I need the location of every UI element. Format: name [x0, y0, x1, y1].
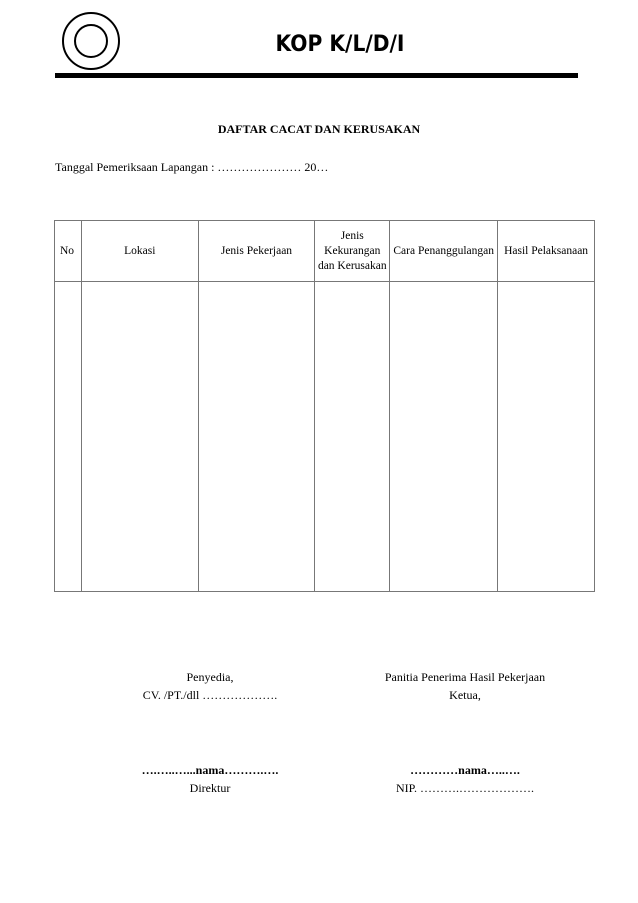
- signature-right-header: [335, 668, 595, 704]
- cell-jenis-pekerjaan[interactable]: [198, 282, 315, 592]
- committee-name: …………nama…..….: [410, 763, 520, 777]
- letterhead-title: KOP K/L/D/I: [275, 32, 405, 57]
- provider-company: CV. /PT./dll ……………….: [142, 688, 278, 702]
- table-row: [55, 282, 595, 592]
- document-title: DAFTAR CACAT DAN KERUSAKAN: [217, 122, 421, 136]
- column-header-cara-penanggulangan: Cara Penanggulangan: [390, 221, 498, 282]
- signature-left-header: [80, 668, 340, 704]
- committee-nip: NIP. ……….……………….: [395, 781, 534, 795]
- column-header-jenis-kekurangan: Jenis Kekurangan dan Kerusakan: [315, 221, 390, 282]
- cell-hasil-pelaksanaan[interactable]: [498, 282, 595, 592]
- table-header-row: [55, 221, 595, 282]
- committee-role: Panitia Penerima Hasil Pekerjaan: [384, 670, 546, 684]
- provider-role: Penyedia,: [186, 670, 234, 684]
- committee-position: Ketua,: [449, 688, 481, 702]
- cell-no[interactable]: [55, 282, 82, 592]
- provider-name: ….…..…...nama……….….: [141, 763, 279, 777]
- defects-table: [54, 220, 595, 592]
- letterhead-rule: [55, 73, 578, 78]
- column-header-lokasi: Lokasi: [81, 221, 198, 282]
- cell-lokasi[interactable]: [81, 282, 198, 592]
- signature-right-footer: [335, 761, 595, 797]
- signature-left-footer: [80, 761, 340, 797]
- provider-title: Direktur: [189, 781, 231, 795]
- inspection-date-line: Tanggal Pemeriksaan Lapangan : ………………… 20…: [55, 160, 329, 174]
- cell-cara-penanggulangan[interactable]: [390, 282, 498, 592]
- cell-jenis-kekurangan[interactable]: [315, 282, 390, 592]
- column-header-hasil-pelaksanaan: Hasil Pelaksanaan: [498, 221, 595, 282]
- column-header-no: No: [55, 221, 82, 282]
- logo-inner-ring: [74, 24, 108, 58]
- logo-emblem: [62, 12, 120, 70]
- column-header-jenis-pekerjaan: Jenis Pekerjaan: [198, 221, 315, 282]
